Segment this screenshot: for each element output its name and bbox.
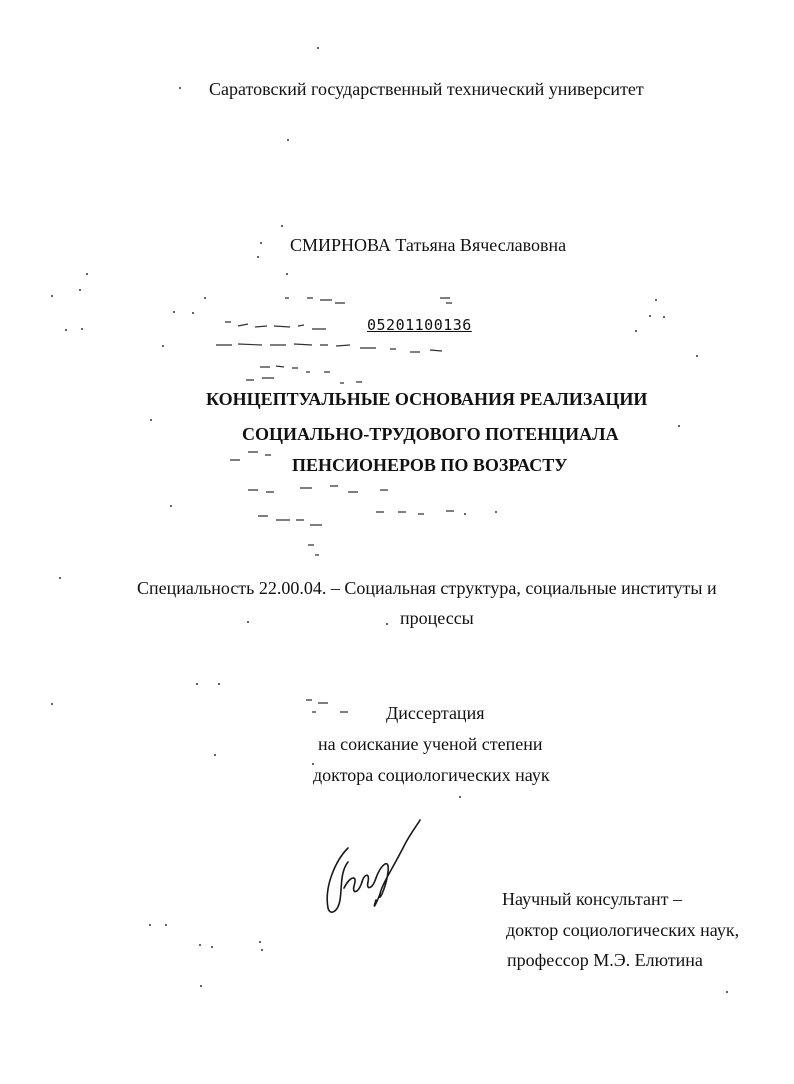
degree-name: доктора социологических наук [313, 765, 550, 785]
registration-code: 05201100136 [367, 316, 472, 334]
degree-purpose: на соискание ученой степени [318, 734, 543, 754]
advisor-label: Научный консультант – [502, 889, 682, 909]
advisor-degree: доктор социологических наук, [506, 920, 740, 940]
dissertation-title-line-2: СОЦИАЛЬНО-ТРУДОВОГО ПОТЕНЦИАЛА [242, 424, 619, 444]
dissertation-title-line-3: ПЕНСИОНЕРОВ ПО ВОЗРАСТУ [292, 455, 568, 475]
university-name: Саратовский государственный технический университет [209, 79, 644, 99]
author-name: СМИРНОВА Татьяна Вячеславовна [290, 235, 567, 255]
dissertation-label: Диссертация [386, 703, 485, 723]
specialty-line-2: процессы [400, 608, 474, 628]
signature-icon [314, 816, 424, 926]
dissertation-title-line-1: КОНЦЕПТУАЛЬНЫЕ ОСНОВАНИЯ РЕАЛИЗАЦИИ [206, 389, 648, 409]
specialty-line-1: Специальность 22.00.04. – Социальная структура, социальные институты и [137, 578, 717, 598]
advisor-name: профессор М.Э. Елютина [507, 950, 703, 970]
